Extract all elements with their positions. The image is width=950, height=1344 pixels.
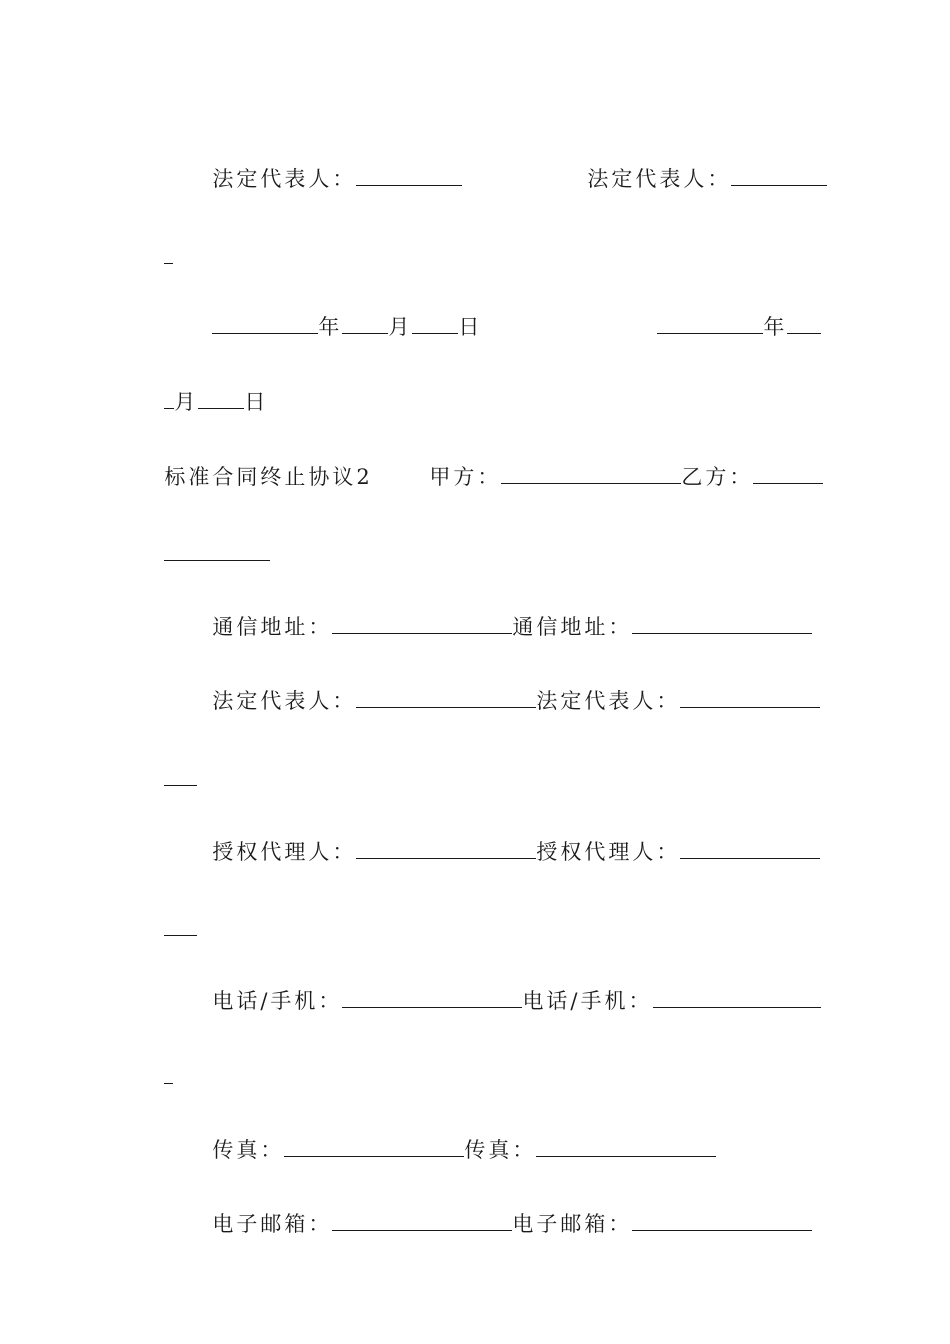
date-month-blank-a[interactable] bbox=[342, 315, 388, 334]
legal-rep-label-b: 法定代表人： bbox=[587, 167, 732, 191]
year-label-a: 年 bbox=[318, 315, 343, 339]
agent-row bbox=[193, 813, 820, 865]
phone-row bbox=[193, 962, 821, 1014]
month-label-b: 月 bbox=[174, 390, 199, 414]
address-blank-a[interactable] bbox=[332, 615, 512, 634]
address-row bbox=[193, 588, 812, 640]
phone-blank-b-wrap[interactable] bbox=[164, 1065, 173, 1084]
email-label-a: 电子邮箱： bbox=[212, 1212, 333, 1236]
fax-label-a: 传真： bbox=[212, 1138, 285, 1162]
legal-rep-row-1-wrap bbox=[145, 218, 173, 270]
date-day-blank-b[interactable] bbox=[198, 390, 244, 409]
agent-label-b: 授权代理人： bbox=[536, 840, 681, 864]
legal-rep2-blank-b[interactable] bbox=[680, 689, 820, 708]
date-row-b-wrap bbox=[145, 363, 268, 415]
date-year-blank-b[interactable] bbox=[657, 315, 763, 334]
email-blank-a[interactable] bbox=[332, 1212, 512, 1231]
email-blank-b[interactable] bbox=[632, 1212, 812, 1231]
legal-rep2-blank-b-wrap[interactable] bbox=[164, 767, 197, 786]
phone-blank-b[interactable] bbox=[653, 989, 821, 1008]
legal-rep-row-1-right bbox=[568, 140, 827, 192]
day-label-a: 日 bbox=[458, 315, 483, 339]
document-title: 标准合同终止协议2 bbox=[164, 465, 373, 489]
agent-label-a: 授权代理人： bbox=[212, 840, 357, 864]
party-b-blank-wrap[interactable] bbox=[164, 542, 270, 561]
day-label-b: 日 bbox=[244, 390, 269, 414]
phone-label-a: 电话/手机： bbox=[212, 989, 343, 1013]
legal-rep2-label-b: 法定代表人： bbox=[536, 689, 681, 713]
fax-blank-a[interactable] bbox=[284, 1138, 464, 1157]
party-a-blank[interactable] bbox=[501, 465, 681, 484]
parties-row bbox=[410, 438, 823, 490]
date-day-blank-a[interactable] bbox=[412, 315, 458, 334]
party-b-label: 乙方： bbox=[681, 465, 754, 489]
legal-rep-row-2 bbox=[193, 662, 820, 714]
address-blank-b[interactable] bbox=[632, 615, 812, 634]
phone-label-b: 电话/手机： bbox=[522, 989, 653, 1013]
date-month-blank-b-wrap[interactable] bbox=[164, 390, 174, 409]
fax-label-b: 传真： bbox=[464, 1138, 537, 1162]
address-label-b: 通信地址： bbox=[512, 615, 633, 639]
date-row-b bbox=[638, 288, 821, 340]
legal-rep2-blank-a[interactable] bbox=[356, 689, 536, 708]
month-label-a: 月 bbox=[388, 315, 413, 339]
legal-rep2-label-a: 法定代表人： bbox=[212, 689, 357, 713]
year-label-b: 年 bbox=[763, 315, 788, 339]
email-row bbox=[193, 1185, 812, 1237]
agent-blank-b[interactable] bbox=[680, 840, 820, 859]
fax-row bbox=[193, 1111, 716, 1163]
email-label-b: 电子邮箱： bbox=[512, 1212, 633, 1236]
date-row-a bbox=[193, 288, 482, 340]
agent-row-wrap bbox=[145, 890, 197, 942]
legal-rep-blank-b-wrap[interactable] bbox=[164, 245, 173, 264]
phone-blank-a[interactable] bbox=[342, 989, 522, 1008]
phone-row-wrap bbox=[145, 1038, 173, 1090]
parties-row-wrap bbox=[145, 515, 270, 567]
title-row bbox=[145, 438, 373, 490]
party-a-label: 甲方： bbox=[429, 465, 502, 489]
legal-rep-row-2-wrap bbox=[145, 740, 197, 792]
fax-blank-b[interactable] bbox=[536, 1138, 716, 1157]
date-year-blank-a[interactable] bbox=[212, 315, 318, 334]
legal-rep-blank-a[interactable] bbox=[356, 167, 462, 186]
legal-rep-label-a: 法定代表人： bbox=[212, 167, 357, 191]
agent-blank-a[interactable] bbox=[356, 840, 536, 859]
date-month-blank-b-part[interactable] bbox=[787, 315, 821, 334]
legal-rep-blank-b[interactable] bbox=[731, 167, 827, 186]
agent-blank-b-wrap[interactable] bbox=[164, 917, 197, 936]
legal-rep-row-1 bbox=[193, 140, 462, 192]
party-b-blank[interactable] bbox=[753, 465, 823, 484]
address-label-a: 通信地址： bbox=[212, 615, 333, 639]
